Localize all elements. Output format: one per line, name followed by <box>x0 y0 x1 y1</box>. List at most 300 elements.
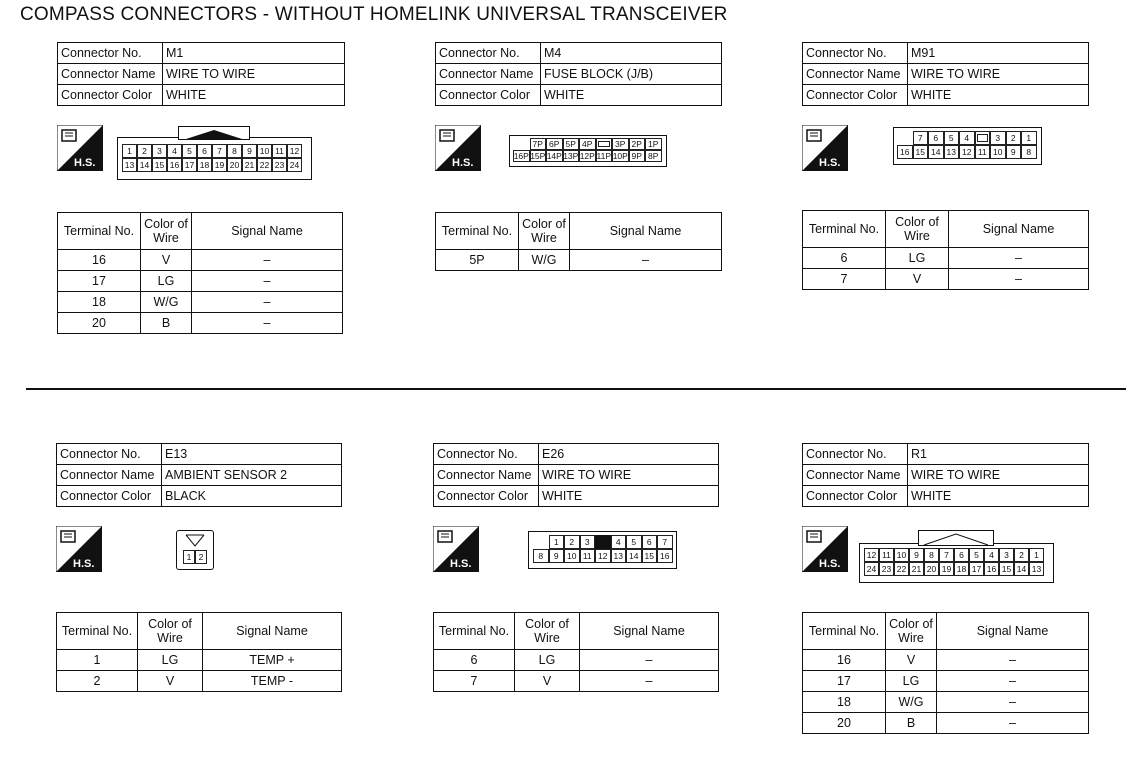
signal-name-header: Signal Name <box>949 211 1089 248</box>
connector-face-m4 <box>509 135 667 167</box>
wire-color-cell: B <box>886 713 937 734</box>
pin-label: 22 <box>894 562 909 576</box>
connector-no-value: E26 <box>539 444 719 465</box>
pin-label: 13 <box>122 158 137 172</box>
wire-color-header-line2: Wire <box>898 631 924 645</box>
connector-color-label: Connector Color <box>803 85 908 106</box>
pin-label: 20 <box>924 562 939 576</box>
pin-label: 14 <box>928 145 944 159</box>
connector-name-row <box>58 64 345 85</box>
connector-info-table <box>802 443 1089 507</box>
pin-label: 13P <box>563 151 579 161</box>
connector-panel-r1 <box>802 443 1089 507</box>
connector-name-row <box>803 465 1089 486</box>
table-row <box>803 650 1089 671</box>
wire-color-header-line1: Color of <box>525 617 569 631</box>
pin-label: 8 <box>533 549 549 563</box>
terminal-no-cell: 16 <box>58 250 141 271</box>
connector-name-row <box>434 465 719 486</box>
pin-label: 7 <box>212 144 227 158</box>
pin-label: 9 <box>242 144 257 158</box>
pin-label: 9 <box>1006 145 1022 159</box>
table-row <box>803 248 1089 269</box>
pin-label: 20 <box>227 158 242 172</box>
connector-color-value: WHITE <box>541 85 722 106</box>
connector-no-row <box>803 444 1089 465</box>
pin-label: 2 <box>137 144 152 158</box>
pin-label: 4 <box>959 131 975 145</box>
table-row <box>57 671 342 692</box>
signal-name-cell: TEMP - <box>203 671 342 692</box>
signal-name-cell: – <box>580 671 719 692</box>
pin-label: 7 <box>913 131 929 145</box>
connector-key-slot <box>596 138 613 150</box>
pin-label: 4 <box>167 144 182 158</box>
pin-label: 19 <box>939 562 954 576</box>
pin-label: 2 <box>195 550 207 564</box>
connector-no-row <box>58 43 345 64</box>
pin-label: 6 <box>197 144 212 158</box>
connector-name-row <box>436 64 722 85</box>
pin-label: 14 <box>1014 562 1029 576</box>
hs-icon <box>435 125 481 171</box>
terminal-no-cell: 5P <box>436 250 519 271</box>
wire-color-cell: LG <box>886 248 949 269</box>
pin-label: 16 <box>657 549 673 563</box>
pin-label: 5P <box>563 138 580 150</box>
connector-face-r1 <box>859 543 1054 583</box>
pin-label: 11P <box>596 151 611 161</box>
connector-face-e26 <box>528 531 677 569</box>
pin-label: 8 <box>924 548 939 562</box>
terminal-table-header <box>57 613 342 650</box>
pin-label: 7 <box>657 535 673 549</box>
signal-name-cell: – <box>937 650 1089 671</box>
connector-name-value: WIRE TO WIRE <box>539 465 719 486</box>
connector-panel-m4 <box>435 42 722 106</box>
pin-label: 2P <box>629 138 646 150</box>
pin-label: 16 <box>984 562 999 576</box>
connector-no-row <box>803 43 1089 64</box>
pin-label: 1 <box>122 144 137 158</box>
connector-name-label: Connector Name <box>803 465 908 486</box>
terminal-panel-e13 <box>56 612 342 692</box>
hs-icon <box>802 526 848 572</box>
terminal-no-cell: 18 <box>803 692 886 713</box>
terminal-panel-m1 <box>57 212 343 334</box>
connector-name-label: Connector Name <box>436 64 541 85</box>
signal-name-header: Signal Name <box>203 613 342 650</box>
wire-color-cell: LG <box>141 271 192 292</box>
pin-label: 10 <box>990 145 1006 159</box>
terminal-table <box>435 212 722 271</box>
table-row <box>434 671 719 692</box>
table-row <box>803 692 1089 713</box>
pin-label: 22 <box>257 158 272 172</box>
wire-color-header-line1: Color of <box>148 617 192 631</box>
connector-face-m1 <box>117 137 312 180</box>
page-title: COMPASS CONNECTORS - WITHOUT HOMELINK UNIVERSAL TRANSCEIVER <box>20 4 728 25</box>
pin-label: 12 <box>959 145 975 159</box>
table-row <box>803 269 1089 290</box>
pin-label: 13 <box>1029 562 1044 576</box>
wire-color-header-line2: Wire <box>534 631 560 645</box>
wire-color-header-line1: Color of <box>889 617 933 631</box>
terminal-no-header: Terminal No. <box>803 211 886 248</box>
terminal-no-cell: 6 <box>434 650 515 671</box>
wire-color-header-line2: Wire <box>531 231 557 245</box>
pin-label: 5 <box>944 131 960 145</box>
pin-label: 12 <box>864 548 879 562</box>
table-row <box>57 650 342 671</box>
pin-label: 13 <box>611 549 627 563</box>
pin-label: 7 <box>939 548 954 562</box>
pin-grid <box>897 131 1037 159</box>
terminal-no-header: Terminal No. <box>434 613 515 650</box>
hs-mark-text: H.S. <box>73 558 95 570</box>
pin-label: 2 <box>564 535 580 549</box>
pin-label: 6 <box>642 535 658 549</box>
table-row <box>434 650 719 671</box>
wire-color-header-line2: Wire <box>904 229 930 243</box>
pin-label: 8 <box>227 144 242 158</box>
pin-label: 5 <box>969 548 984 562</box>
connector-color-label: Connector Color <box>803 486 908 507</box>
signal-name-cell: – <box>192 250 343 271</box>
wire-color-cell: W/G <box>141 292 192 313</box>
pin-label: 16P <box>513 151 529 161</box>
pin-label: 10P <box>612 151 628 161</box>
pin-label: 12P <box>579 151 595 161</box>
wire-color-cell: LG <box>886 671 937 692</box>
wire-color-header <box>519 213 570 250</box>
connector-name-label: Connector Name <box>434 465 539 486</box>
connector-blank <box>513 138 530 150</box>
pin-grid <box>533 535 673 563</box>
connector-name-row <box>57 465 342 486</box>
terminal-no-header: Terminal No. <box>58 213 141 250</box>
signal-name-cell: – <box>192 313 343 334</box>
terminal-no-cell: 18 <box>58 292 141 313</box>
connector-name-value: WIRE TO WIRE <box>908 465 1089 486</box>
connector-face-e13 <box>176 530 214 570</box>
pin-label: 6P <box>546 138 563 150</box>
connector-color-row <box>803 486 1089 507</box>
wire-color-cell: V <box>886 650 937 671</box>
pin-label: 11 <box>879 548 894 562</box>
pin-label: 4 <box>984 548 999 562</box>
terminal-panel-e26 <box>433 612 719 692</box>
pin-label: 24 <box>287 158 302 172</box>
terminal-no-cell: 7 <box>434 671 515 692</box>
signal-name-cell: – <box>937 692 1089 713</box>
wire-color-cell: V <box>138 671 203 692</box>
pin-label: 8 <box>1021 145 1037 159</box>
connector-no-value: M1 <box>163 43 345 64</box>
hs-mark-text: H.S. <box>452 157 474 169</box>
connector-latch <box>178 126 250 140</box>
pin-label: 23 <box>879 562 894 576</box>
connector-panel-m1 <box>57 42 345 106</box>
table-row <box>436 250 722 271</box>
pin-label: 3P <box>612 138 629 150</box>
signal-name-cell: TEMP + <box>203 650 342 671</box>
connector-name-label: Connector Name <box>58 64 163 85</box>
terminal-panel-r1 <box>802 612 1089 734</box>
connector-no-value: M4 <box>541 43 722 64</box>
pin-grid <box>183 550 207 564</box>
hs-icon <box>56 526 102 572</box>
connector-color-row <box>57 486 342 507</box>
connector-panel-m91 <box>802 42 1089 106</box>
connector-no-row <box>57 444 342 465</box>
section-divider <box>26 388 1126 390</box>
pin-label: 1 <box>183 550 195 564</box>
wire-color-header <box>138 613 203 650</box>
pin-label: 11 <box>580 549 596 563</box>
wire-color-header-line2: Wire <box>157 631 183 645</box>
connector-panel-e26 <box>433 443 719 507</box>
wire-color-cell: W/G <box>519 250 570 271</box>
signal-name-cell: – <box>570 250 722 271</box>
hs-icon <box>433 526 479 572</box>
pin-label: 15P <box>530 151 546 161</box>
pin-grid <box>864 548 1044 576</box>
connector-no-label: Connector No. <box>57 444 162 465</box>
connector-color-value: WHITE <box>539 486 719 507</box>
pin-label: 11 <box>272 144 287 158</box>
terminal-no-cell: 2 <box>57 671 138 692</box>
wire-color-cell: W/G <box>886 692 937 713</box>
connector-no-row <box>436 43 722 64</box>
connector-info-table <box>57 42 345 106</box>
connector-info-table <box>56 443 342 507</box>
hs-mark-text: H.S. <box>74 157 96 169</box>
pin-label: 1 <box>549 535 565 549</box>
wire-color-header <box>141 213 192 250</box>
terminal-no-header: Terminal No. <box>803 613 886 650</box>
signal-name-header: Signal Name <box>580 613 719 650</box>
pin-label: 2 <box>1014 548 1029 562</box>
pin-label: 5 <box>182 144 197 158</box>
pin-label: 9 <box>909 548 924 562</box>
connector-color-value: WHITE <box>908 486 1089 507</box>
pin-label: 12 <box>287 144 302 158</box>
connector-color-label: Connector Color <box>58 85 163 106</box>
connector-key <box>185 534 205 550</box>
hs-icon <box>57 125 103 171</box>
wire-color-cell: V <box>886 269 949 290</box>
wire-color-header-line1: Color of <box>144 217 188 231</box>
table-row <box>58 292 343 313</box>
connector-no-value: R1 <box>908 444 1089 465</box>
table-row <box>58 313 343 334</box>
pin-label: 15 <box>913 145 929 159</box>
terminal-no-cell: 7 <box>803 269 886 290</box>
connector-color-value: BLACK <box>162 486 342 507</box>
terminal-table <box>802 210 1089 290</box>
connector-name-value: WIRE TO WIRE <box>908 64 1089 85</box>
terminal-panel-m91 <box>802 210 1089 290</box>
connector-name-row <box>803 64 1089 85</box>
pin-label: 4 <box>611 535 627 549</box>
connector-color-row <box>58 85 345 106</box>
signal-name-header: Signal Name <box>937 613 1089 650</box>
connector-no-label: Connector No. <box>803 43 908 64</box>
wire-color-header-line1: Color of <box>522 217 566 231</box>
wire-color-header <box>886 613 937 650</box>
connector-name-value: AMBIENT SENSOR 2 <box>162 465 342 486</box>
terminal-no-cell: 20 <box>58 313 141 334</box>
wire-color-header <box>886 211 949 248</box>
table-row <box>58 250 343 271</box>
terminal-table <box>802 612 1089 734</box>
connector-panel-e13 <box>56 443 342 507</box>
wire-color-cell: V <box>515 671 580 692</box>
connector-info-table <box>802 42 1089 106</box>
pin-label: 12 <box>595 549 611 563</box>
pin-label: 24 <box>864 562 879 576</box>
connector-no-value: M91 <box>908 43 1089 64</box>
terminal-no-cell: 6 <box>803 248 886 269</box>
pin-label: 18 <box>197 158 212 172</box>
connector-no-label: Connector No. <box>58 43 163 64</box>
pin-label: 14 <box>626 549 642 563</box>
connector-no-label: Connector No. <box>436 43 541 64</box>
pin-label: 5 <box>626 535 642 549</box>
pin-label: 3 <box>580 535 596 549</box>
pin-label: 9P <box>629 150 646 162</box>
wire-color-cell: LG <box>515 650 580 671</box>
connector-no-row <box>434 444 719 465</box>
pin-label: 2 <box>1006 131 1022 145</box>
connector-color-row <box>803 85 1089 106</box>
table-row <box>803 713 1089 734</box>
hs-mark-text: H.S. <box>450 558 472 570</box>
pin-label: 7P <box>530 138 547 150</box>
signal-name-cell: – <box>949 269 1089 290</box>
wire-color-cell: B <box>141 313 192 334</box>
pin-label: 15 <box>642 549 658 563</box>
terminal-table-header <box>58 213 343 250</box>
wire-color-header <box>515 613 580 650</box>
pin-label: 16 <box>167 158 182 172</box>
signal-name-cell: – <box>192 292 343 313</box>
pin-label: 1 <box>1029 548 1044 562</box>
terminal-no-cell: 20 <box>803 713 886 734</box>
pin-label: 11 <box>975 145 991 159</box>
pin-label: 3 <box>152 144 167 158</box>
signal-name-cell: – <box>937 713 1089 734</box>
connector-no-label: Connector No. <box>434 444 539 465</box>
signal-name-cell: – <box>192 271 343 292</box>
connector-name-label: Connector Name <box>803 64 908 85</box>
pin-label: 21 <box>909 562 924 576</box>
table-row <box>58 271 343 292</box>
connector-color-label: Connector Color <box>57 486 162 507</box>
pin-label: 21 <box>242 158 257 172</box>
pin-label: 19 <box>212 158 227 172</box>
terminal-table-header <box>803 211 1089 248</box>
table-row <box>803 671 1089 692</box>
wire-color-header-line1: Color of <box>895 215 939 229</box>
pin-label: 17 <box>182 158 197 172</box>
terminal-no-cell: 17 <box>803 671 886 692</box>
terminal-no-cell: 1 <box>57 650 138 671</box>
connector-color-label: Connector Color <box>436 85 541 106</box>
pin-label: 13 <box>944 145 960 159</box>
pin-label: 6 <box>928 131 944 145</box>
pin-label: 14 <box>137 158 152 172</box>
pin-label: 23 <box>272 158 287 172</box>
pin-label: 16 <box>897 145 913 159</box>
terminal-panel-m4 <box>435 212 722 271</box>
pin-label: 3 <box>990 131 1006 145</box>
pin-label: 9 <box>549 549 565 563</box>
terminal-table <box>433 612 719 692</box>
hs-mark-text: H.S. <box>819 157 841 169</box>
pin-label: 18 <box>954 562 969 576</box>
terminal-no-cell: 16 <box>803 650 886 671</box>
pin-label: 3 <box>999 548 1014 562</box>
pin-label: 10 <box>894 548 909 562</box>
terminal-no-header: Terminal No. <box>436 213 519 250</box>
signal-name-header: Signal Name <box>192 213 343 250</box>
terminal-table-header <box>436 213 722 250</box>
signal-name-cell: – <box>580 650 719 671</box>
connector-name-label: Connector Name <box>57 465 162 486</box>
pin-label: 4P <box>579 138 596 150</box>
terminal-table <box>56 612 342 692</box>
connector-info-table <box>435 42 722 106</box>
wire-color-cell: V <box>141 250 192 271</box>
connector-no-value: E13 <box>162 444 342 465</box>
terminal-table-header <box>434 613 719 650</box>
connector-blank <box>897 131 913 145</box>
pin-label: 1P <box>645 138 662 150</box>
connector-face-m91 <box>893 127 1042 165</box>
terminal-table <box>57 212 343 334</box>
signal-name-header: Signal Name <box>570 213 722 250</box>
connector-color-value: WHITE <box>908 85 1089 106</box>
pin-grid <box>122 144 302 172</box>
connector-no-label: Connector No. <box>803 444 908 465</box>
connector-key-block <box>595 535 611 549</box>
wire-color-cell: LG <box>138 650 203 671</box>
connector-color-label: Connector Color <box>434 486 539 507</box>
terminal-table-header <box>803 613 1089 650</box>
wire-color-header-line2: Wire <box>153 231 179 245</box>
hs-icon <box>802 125 848 171</box>
terminal-no-cell: 17 <box>58 271 141 292</box>
connector-color-row <box>436 85 722 106</box>
terminal-no-header: Terminal No. <box>57 613 138 650</box>
connector-key-slot <box>975 131 991 145</box>
pin-label: 10 <box>564 549 580 563</box>
connector-blank <box>533 535 549 549</box>
connector-info-table <box>433 443 719 507</box>
pin-label: 15 <box>152 158 167 172</box>
hs-mark-text: H.S. <box>819 558 841 570</box>
pin-label: 10 <box>257 144 272 158</box>
signal-name-cell: – <box>949 248 1089 269</box>
pin-label: 6 <box>954 548 969 562</box>
connector-name-value: WIRE TO WIRE <box>163 64 345 85</box>
pin-label: 15 <box>999 562 1014 576</box>
connector-name-value: FUSE BLOCK (J/B) <box>541 64 722 85</box>
pin-grid <box>513 138 662 162</box>
pin-label: 8P <box>645 150 662 162</box>
